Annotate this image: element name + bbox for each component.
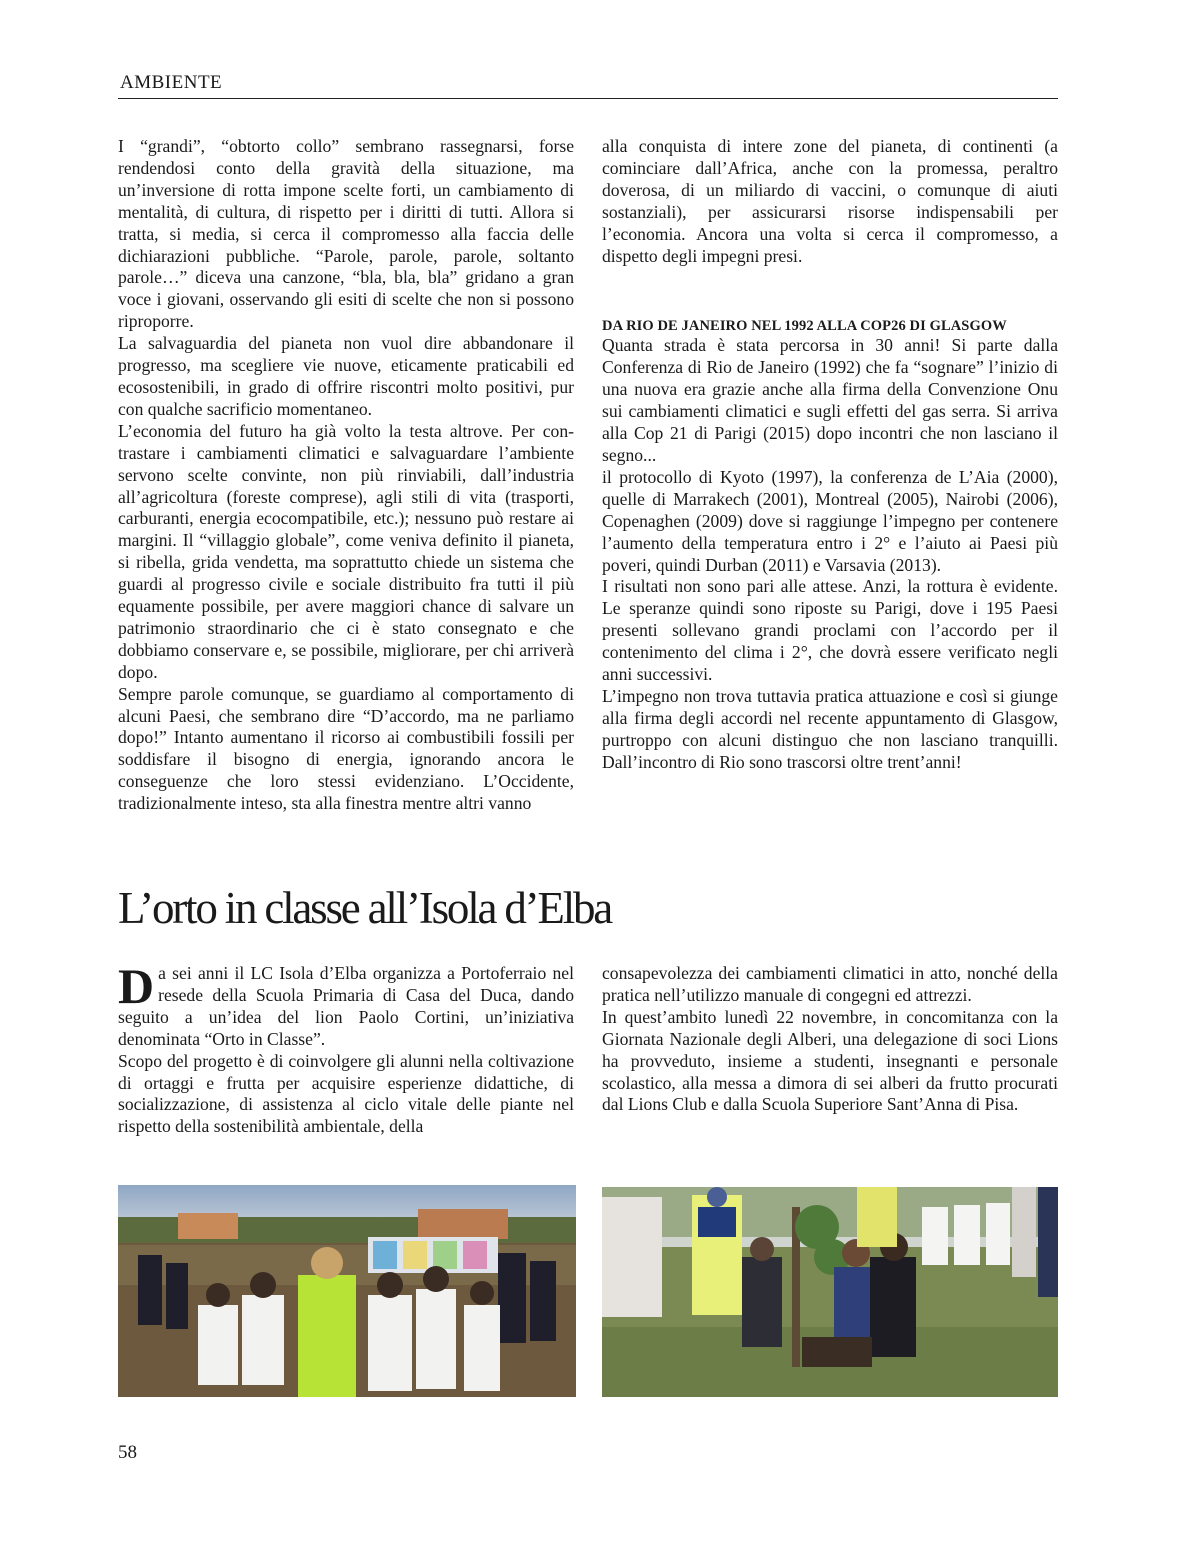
article1-right-column: [602, 136, 1058, 774]
paragraph: Sempre parole comunque, se guardiamo al comportamento di alcuni Paesi, che sembrano dire “D’accordo, ma ne parliamo dopo!” Intanto aumentano il ricorso ai combustibili fossili per soddisfare il bisogno di energia, ignorando ancora le conseguenze che loro stessi evidenziano. L’Occidente, tradizionalmente inteso, sta alla finestra mentre altri vanno: [118, 683, 574, 814]
paragraph: consapevolezza dei cambiamenti climatici in atto, nonché della pratica nell’utilizzo manuale di congegni ed attrezzi.: [602, 963, 1058, 1005]
article-title: L’orto in classe all’Isola d’Elba: [118, 883, 612, 933]
paragraph: Scopo del progetto è di coinvolgere gli alunni nella coltivazione di ortaggi e frutta per acquisire esperienze didattiche, di socializzazione, di assistenza al ciclo vitale delle piante nel rispetto della sostenibilità ambientale, della: [118, 1050, 574, 1137]
photo-tree-planting: [602, 1187, 1058, 1397]
photo-illustration: [602, 1187, 1058, 1397]
header-rule: [118, 98, 1058, 99]
paragraph: alla conquista di intere zone del pianeta, di continenti (a cominciare dall’Africa, anche con la promessa, peraltro doverosa, di un miliardo di vaccini, o comunque di aiuti sostanziali), per assicurarsi risorse indispensabili per l’economia. Ancora una volta si cerca il compromesso, a dispetto degli impegni presi.: [602, 136, 1058, 266]
section-label: AMBIENTE: [120, 72, 223, 93]
page-number: 58: [118, 1442, 137, 1463]
paragraph: La salvaguardia del pianeta non vuol dire abbandonare il progresso, ma scegliere vie nuove, eticamente praticabili ed ecosostenibili, in grado di offrire riscontri molto positivi, pur con qualche sacrificio momentaneo.: [118, 333, 574, 419]
paragraph-text: a sei anni il LC Isola d’Elba organizza a Portoferraio nel resede della Scuola Primaria di Casa del Duca, dando seguito a un’idea del lion Paolo Cortini, un’iniziativa denominata “Orto in Classe”.: [118, 963, 574, 1049]
article2-left-column: [118, 958, 574, 1138]
subheading: DA RIO DE JANEIRO NEL 1992 ALLA COP26 DI GLASGOW: [602, 318, 1007, 335]
photo-illustration: [118, 1185, 576, 1397]
paragraph: I risultati non sono pari alle attese. Anzi, la rottura è evidente. Le speranze quindi sono riposte su Parigi, dove i 195 Paesi presenti sollevano grandi proclami con l’accordo per il contenimento del clima i 2°, che dovrà essere verificato negli anni successivi.: [602, 576, 1058, 685]
paragraph: L’impegno non trova tuttavia pratica attuazione e così si giunge alla firma degli accordi nel recente appuntamento di Glasgow, purtroppo con alcuni distinguo che non lasciano tranquilli. Dall’incontro di Rio sono trascorsi oltre trent’anni!: [602, 685, 1058, 772]
photo-children-circle: [118, 1185, 576, 1397]
paragraph: il protocollo di Kyoto (1997), la conferenza de L’Aia (2000), quelle di Marrakech (2001), Montreal (2005), Nairobi (2006), Copenaghen (2009) dove si raggiunge l’impegno per contenere l’aumento della temperatura entro i 2° e l’aiuto ai Paesi più poveri, quindi Durban (2011) e Varsavia (2013).: [602, 466, 1058, 575]
paragraph: In quest’ambito lunedì 22 novembre, in concomitanza con la Giornata Nazionale degli Alberi, una delegazione di soci Lions ha provveduto, insieme a studenti, insegnanti e personale scolastico, alla messa a dimora di sei alberi da frutto procurati dal Lions Club e dalla Scuola Superiore Sant’Anna di Pisa.: [602, 1006, 1058, 1115]
paragraph: Quanta strada è stata percorsa in 30 anni! Si parte dalla Conferenza di Rio de Janeiro (1992) che fa “sognare” l’inizio di una nuova era grazie anche alla firma della Convenzione Onu sui cambiamenti climatici e sugli effetti del gas serra. Si arriva alla Cop 21 di Parigi (2015) dopo incontri che non lasciano il segno...: [602, 335, 1058, 465]
paragraph: L’economia del futuro ha già volto la testa altrove. Per contrastare i cambiamenti climatici e salvaguardare l’ambiente servono scelte convinte, non più rinviabili, dall’industria all’agricoltura (foreste comprese), agli stili di vita (trasporti, carburanti, energia ecocompatibile, etc.); nessuno può restare ai margini. Il “villaggio globale”, come veniva definito il pianeta, si ribella, grida vendetta, ma soprattutto chiede un sistema che guardi al progresso civile e sociale distribuito fra tutti il più equamente possibile, per avere maggiori chance di salvare un patrimonio straordinario che ci è stato consegnato e che dobbiamo conservare e, se possibile, migliorare, per chi arriverà dopo.: [118, 420, 574, 682]
paragraph: I “grandi”, “obtorto collo” sembrano rassegnarsi, forse rendendosi conto della gravità della situazione, ma un’inversione di rotta impone scelte forti, un cambiamento di mentalità, di cultura, di rispetto per i diritti di tutti. Allora si tratta, si media, si cerca il compromesso alla faccia delle dichiarazioni pubbliche. “Parole, parole, parole, soltanto parole…” diceva una canzone, “bla, bla, bla” gridano a gran voce i giovani, osservando gli esiti di scelte che non si possono riproporre.: [118, 136, 574, 332]
drop-cap: D: [118, 958, 155, 1014]
article2-right-column: [602, 963, 1058, 1116]
paragraph: [118, 958, 574, 1051]
article1-left-column: [118, 136, 574, 815]
